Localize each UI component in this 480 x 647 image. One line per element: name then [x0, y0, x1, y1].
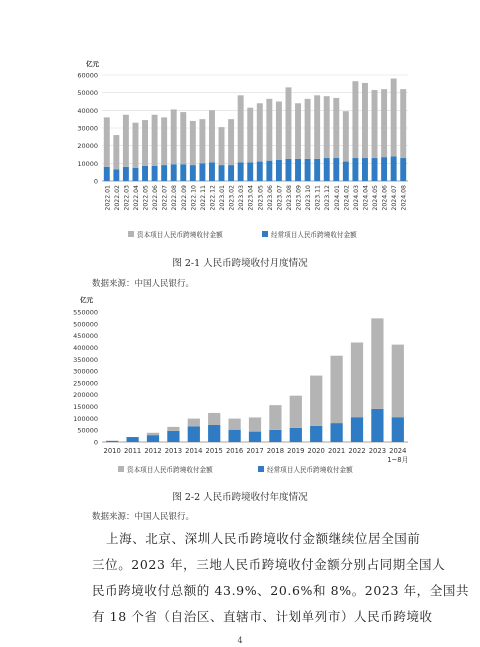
legend-label: 资本项目人民币跨境收付金额 — [137, 231, 223, 239]
x-tick-label: 2014 — [185, 447, 203, 455]
y-tick-label: 350000 — [73, 355, 98, 364]
bar-segment — [286, 87, 292, 159]
bar-segment — [133, 123, 139, 168]
y-tick-label: 200000 — [73, 391, 98, 400]
figure1-source: 数据来源：中国人民银行。 — [92, 279, 195, 289]
x-tick-label: 2022.11 — [199, 185, 207, 211]
bar-segment — [305, 99, 311, 159]
bar-segment — [228, 430, 240, 442]
x-tick-label: 2011 — [123, 447, 142, 455]
bar-segment — [266, 161, 272, 181]
bar-segment — [238, 162, 244, 181]
paragraph-line: 上海、北京、深圳人民币跨境收付金额继续位居全国前 — [106, 531, 421, 546]
bar-segment — [290, 428, 302, 442]
x-tick-label: 2023.10 — [305, 185, 313, 211]
bar-segment — [266, 99, 272, 161]
y-tick-label: 300000 — [73, 367, 98, 376]
bar-segment — [208, 413, 220, 425]
bar-segment — [343, 111, 349, 161]
bar-segment — [228, 419, 240, 430]
y-tick-label: 450000 — [73, 332, 98, 341]
bar-segment — [330, 356, 342, 423]
bar-segment — [333, 98, 339, 158]
y-tick-label: 20000 — [77, 142, 98, 151]
bar-segment — [324, 96, 330, 158]
bar-segment — [310, 426, 322, 442]
bar-segment — [343, 162, 349, 181]
x-tick-label: 2022.10 — [190, 185, 198, 211]
y-axis-unit: 亿元 — [80, 296, 93, 304]
bar-segment — [188, 419, 200, 427]
bar-segment — [113, 170, 119, 181]
x-tick-label: 2024.03 — [352, 185, 360, 211]
bar-segment — [372, 158, 378, 181]
y-tick-label: 400000 — [73, 343, 98, 352]
y-axis-unit: 亿元 — [86, 60, 99, 68]
x-tick-label: 2024.01 — [333, 185, 341, 211]
bar-segment — [147, 433, 159, 435]
bar-segment — [171, 164, 177, 181]
bar-segment — [400, 158, 406, 181]
bar-segment — [238, 95, 244, 162]
bar-segment — [392, 417, 404, 442]
bar-segment — [371, 318, 383, 409]
bar-segment — [351, 417, 363, 442]
bar-segment — [314, 95, 320, 159]
x-tick-label: 2018 — [266, 447, 285, 455]
legend-label: 经常项目人民币跨境收付金额 — [271, 231, 357, 239]
bar-segment — [247, 108, 253, 163]
bar-segment — [333, 158, 339, 181]
x-tick-label: 2023.07 — [276, 185, 284, 211]
bar-segment — [190, 121, 196, 165]
paragraph-line: 三位。2023 年，三地人民币跨境收付金额分别占同期全国人 — [92, 557, 446, 572]
x-tick-label: 2024.02 — [343, 185, 351, 211]
bar-segment — [257, 162, 263, 181]
bar-segment — [269, 405, 281, 430]
bar-segment — [113, 135, 119, 169]
bar-segment — [352, 158, 358, 181]
bar-segment — [209, 162, 215, 181]
bar-segment — [123, 115, 129, 167]
bar-segment — [392, 345, 404, 418]
figure2-caption: 图 2-2 人民币跨境收付年度情况 — [172, 492, 308, 503]
x-tick-label: 2023.03 — [238, 185, 246, 211]
bar-segment — [228, 165, 234, 181]
bar-segment — [381, 89, 387, 157]
y-tick-label: 500000 — [73, 320, 98, 329]
bar-segment — [330, 423, 342, 442]
paragraph-line: 有 18 个省（自治区、直辖市、计划单列市）人民币跨境收 — [92, 609, 433, 624]
x-tick-label: 2023.05 — [257, 185, 265, 211]
bar-segment — [228, 119, 234, 165]
bar-segment — [249, 432, 261, 442]
bar-segment — [351, 342, 363, 417]
y-tick-label: 30000 — [77, 124, 98, 133]
bar-segment — [167, 427, 179, 431]
bar-segment — [209, 110, 215, 162]
y-tick-label: 50000 — [77, 89, 98, 98]
bar-segment — [305, 159, 311, 181]
bar-segment — [152, 115, 158, 166]
bar-segment — [295, 103, 301, 159]
bar-segment — [142, 166, 148, 181]
bar-segment — [219, 127, 225, 165]
bar-segment — [249, 417, 261, 431]
bar-segment — [295, 159, 301, 181]
x-tick-label: 2013 — [164, 447, 183, 455]
body-paragraph — [92, 526, 470, 630]
y-tick-label: 60000 — [77, 71, 98, 80]
x-tick-label: 2015 — [205, 447, 223, 455]
y-tick-label: 150000 — [73, 403, 98, 412]
x-tick-label: 2024.08 — [400, 185, 408, 211]
bar-segment — [372, 90, 378, 158]
bar-segment — [219, 165, 225, 181]
x-tick-label: 2022.08 — [171, 185, 179, 211]
bar-segment — [123, 167, 129, 181]
bar-segment — [180, 164, 186, 181]
bar-segment — [104, 167, 110, 181]
bar-segment — [276, 160, 282, 181]
bar-segment — [381, 157, 387, 181]
x-tick-label: 2024 1~8月 — [387, 447, 409, 464]
legend-label: 资本项目人民币跨境收付金额 — [127, 466, 213, 474]
x-tick-label: 2017 — [246, 447, 264, 455]
bar-segment — [142, 120, 148, 166]
x-tick-label: 2020 — [307, 447, 325, 455]
page-number: 4 — [237, 636, 243, 645]
x-tick-label: 2022.09 — [180, 185, 188, 211]
x-tick-label: 2019 — [287, 447, 305, 455]
y-tick-label: 0 — [93, 177, 98, 186]
legend-label: 经常项目人民币跨境收付金额 — [267, 466, 353, 474]
bar-segment — [269, 430, 281, 442]
x-tick-label: 2023.11 — [314, 185, 322, 211]
x-tick-label: 2023.12 — [324, 185, 332, 211]
x-tick-label: 2021 — [327, 447, 346, 455]
bar-segment — [167, 431, 179, 442]
bar-segment — [152, 166, 158, 181]
bar-segment — [208, 425, 220, 442]
legend-swatch — [262, 231, 268, 237]
bar-segment — [400, 89, 406, 158]
bar-segment — [188, 426, 200, 442]
x-tick-label: 2022.03 — [123, 185, 131, 211]
bar-segment — [147, 435, 159, 442]
x-tick-label: 2022.12 — [209, 185, 217, 211]
x-tick-label: 2024.07 — [391, 185, 399, 211]
x-tick-label: 2022 — [348, 447, 366, 455]
x-tick-label: 2023.08 — [285, 185, 293, 211]
bar-segment — [133, 168, 139, 181]
x-tick-label: 2016 — [225, 447, 244, 455]
bar-segment — [190, 165, 196, 181]
bar-segment — [371, 409, 383, 442]
bar-segment — [126, 437, 138, 442]
x-tick-label: 2023 — [368, 447, 387, 455]
bar-segment — [199, 163, 205, 181]
bar-segment — [161, 165, 167, 181]
bar-segment — [106, 441, 118, 442]
bar-segment — [171, 109, 177, 164]
bar-segment — [104, 117, 110, 166]
x-tick-label: 2024.05 — [372, 185, 380, 211]
bar-segment — [314, 159, 320, 181]
y-tick-label: 40000 — [77, 106, 98, 115]
y-tick-label: 550000 — [73, 308, 98, 317]
x-tick-label: 2022.05 — [142, 185, 150, 211]
x-tick-label: 2022.06 — [152, 185, 160, 211]
bar-segment — [310, 376, 322, 426]
bar-segment — [180, 112, 186, 164]
x-tick-label: 2023.09 — [295, 185, 303, 211]
bar-segment — [199, 119, 205, 163]
x-tick-label: 2022.04 — [132, 185, 140, 211]
x-tick-label: 2012 — [144, 447, 162, 455]
x-tick-label: 2023.06 — [266, 185, 274, 211]
bar-segment — [391, 79, 397, 157]
x-tick-label: 2024.04 — [362, 185, 370, 211]
y-tick-label: 250000 — [73, 379, 98, 388]
legend-swatch — [128, 231, 134, 237]
bar-segment — [352, 81, 358, 158]
figure2-source: 数据来源：中国人民银行。 — [92, 512, 195, 522]
bar-segment — [247, 162, 253, 181]
bar-segment — [362, 83, 368, 158]
bar-segment — [391, 156, 397, 181]
y-tick-label: 0 — [93, 438, 98, 447]
bar-segment — [276, 102, 282, 160]
x-tick-label: 2022.07 — [161, 185, 169, 211]
bar-segment — [290, 396, 302, 428]
x-tick-label: 2010 — [103, 447, 121, 455]
y-tick-label: 100000 — [73, 414, 98, 423]
x-tick-label: 2022.01 — [104, 185, 112, 211]
x-tick-label: 2023.01 — [219, 185, 227, 211]
x-tick-label: 2023.04 — [247, 185, 255, 211]
paragraph-line: 民币跨境收付总额的 43.9%、20.6%和 8%。2023 年，全国共 — [92, 583, 470, 598]
bar-segment — [257, 103, 263, 161]
bar-segment — [286, 159, 292, 181]
legend-swatch — [118, 466, 124, 472]
legend-swatch — [258, 466, 264, 472]
y-tick-label: 50000 — [77, 426, 98, 435]
bar-segment — [362, 158, 368, 181]
x-tick-label: 2024.06 — [381, 185, 389, 211]
bar-segment — [161, 117, 167, 165]
x-tick-label: 2022.02 — [113, 185, 121, 211]
bar-segment — [324, 158, 330, 181]
annual-chart — [0, 290, 480, 490]
y-tick-label: 10000 — [77, 159, 98, 168]
figure1-caption: 图 2-1 人民币跨境收付月度情况 — [172, 258, 308, 269]
x-tick-label: 2023.02 — [228, 185, 236, 211]
